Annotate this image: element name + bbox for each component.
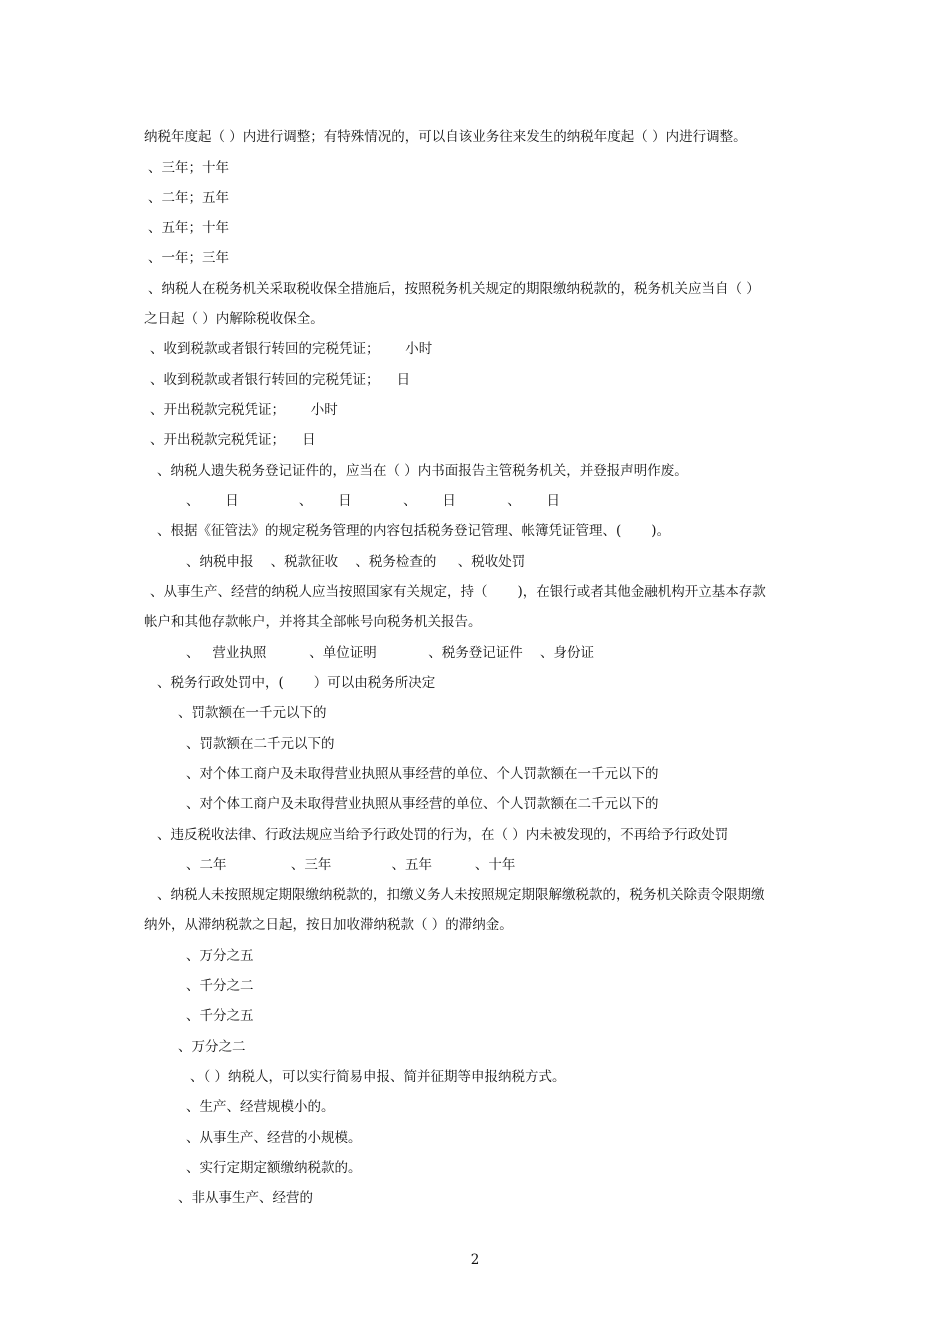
option-line: 、收到税款或者银行转回的完税凭证； 小时 <box>150 341 433 357</box>
question-line: 帐户和其他存款帐户，并将其全部帐号向税务机关报告。 <box>144 614 482 630</box>
option-line: 、开出税款完税凭证； 小时 <box>150 402 338 418</box>
option-line: 、生产、经营规模小的。 <box>186 1099 335 1115</box>
option-line: 、千分之五 <box>186 1008 254 1024</box>
question-line: 纳外，从滞纳税款之日起，按日加收滞纳税款（ ）的滞纳金。 <box>144 917 513 933</box>
option-line: 、对个体工商户及未取得营业执照从事经营的单位、个人罚款额在一千元以下的 <box>186 766 659 782</box>
question-line: 、纳税人在税务机关采取税收保全措施后，按照税务机关规定的期限缴纳税款的，税务机关应当自（ ） <box>148 281 760 297</box>
option-line: 、 日 、 日 、 日 、 日 <box>186 493 561 509</box>
option-line: 、万分之五 <box>186 948 254 964</box>
option-line: 、罚款额在二千元以下的 <box>186 736 335 752</box>
option-line: 、非从事生产、经营的 <box>178 1190 313 1206</box>
option-line: 、收到税款或者银行转回的完税凭证； 日 <box>150 372 411 388</box>
option-line: 、三年；十年 <box>148 160 229 176</box>
question-line: 、纳税人遗失税务登记证件的，应当在（ ）内书面报告主管税务机关，并登报声明作废。 <box>157 463 688 479</box>
question-line: 、纳税人未按照规定期限缴纳税款的，扣缴义务人未按照规定期限解缴税款的，税务机关除责令限期缴 <box>157 887 765 903</box>
text-line: 纳税年度起（ ）内进行调整；有特殊情况的，可以自该业务往来发生的纳税年度起（ ）内进行调整。 <box>144 129 747 145</box>
option-line: 、一年；三年 <box>148 250 229 266</box>
option-line: 、二年；五年 <box>148 190 229 206</box>
option-line: 、对个体工商户及未取得营业执照从事经营的单位、个人罚款额在二千元以下的 <box>186 796 659 812</box>
option-line: 、千分之二 <box>186 978 254 994</box>
option-line: 、纳税申报 、税款征收 、税务检查的 、税收处罚 <box>186 554 526 570</box>
option-line: 、从事生产、经营的小规模。 <box>186 1130 362 1146</box>
option-line: 、五年；十年 <box>148 220 229 236</box>
question-line: 之日起（ ）内解除税收保全。 <box>144 311 324 327</box>
question-line: 、（ ）纳税人，可以实行简易申报、简并征期等申报纳税方式。 <box>190 1069 566 1085</box>
question-line: 、从事生产、经营的纳税人应当按照国家有关规定，持（ )，在银行或者其他金融机构开立基本存款 <box>150 584 766 600</box>
option-line: 、开出税款完税凭证； 日 <box>150 432 316 448</box>
option-line: 、罚款额在一千元以下的 <box>178 705 327 721</box>
option-line: 、万分之二 <box>178 1039 246 1055</box>
question-line: 、违反税收法律、行政法规应当给予行政处罚的行为，在（ ）内未被发现的，不再给予行政处罚 <box>157 827 729 843</box>
option-line: 、二年 、三年 、五年 、十年 <box>186 857 516 873</box>
page-number: 2 <box>470 1252 480 1268</box>
question-line: 、税务行政处罚中，( ）可以由税务所决定 <box>157 675 436 691</box>
question-line: 、根据《征管法》的规定税务管理的内容包括税务登记管理、帐簿凭证管理、( )。 <box>157 523 671 539</box>
option-line: 、实行定期定额缴纳税款的。 <box>186 1160 362 1176</box>
option-line: 、 营业执照 、单位证明 、税务登记证件 、身份证 <box>186 645 594 661</box>
